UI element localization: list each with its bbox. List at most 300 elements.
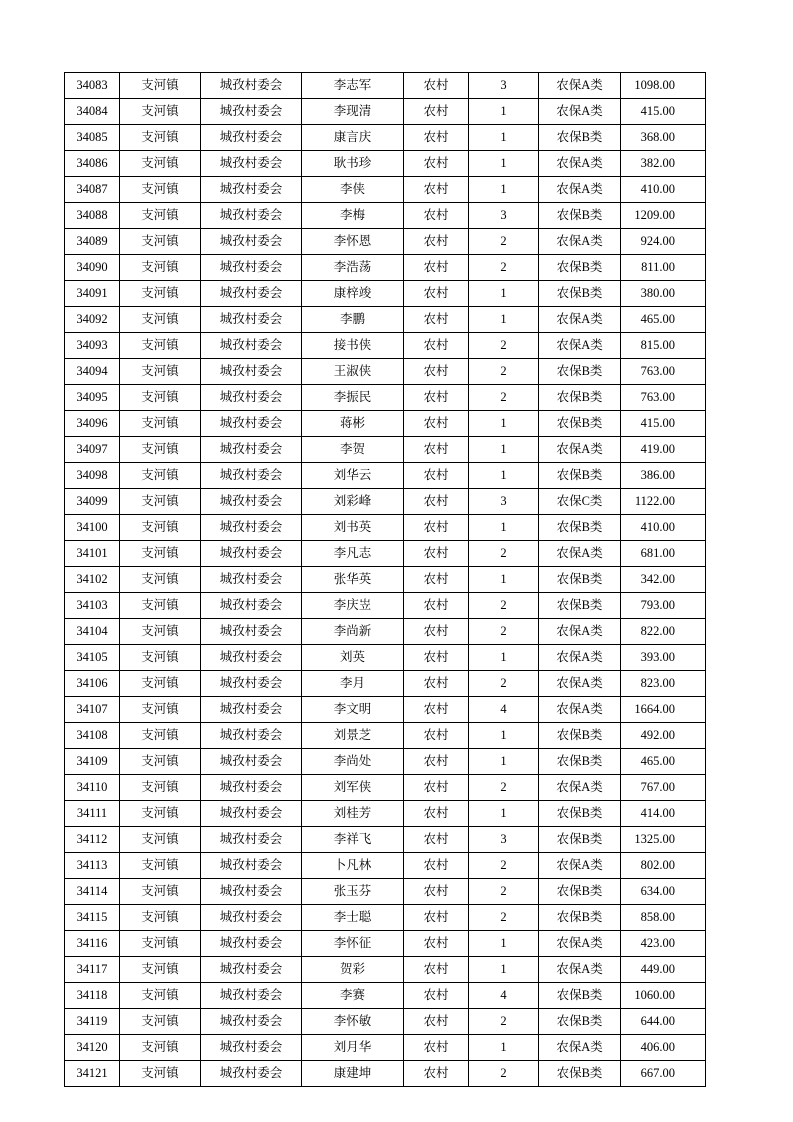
cell-insurance_class: 农保A类	[539, 73, 621, 99]
cell-residence: 农村	[404, 1061, 469, 1087]
table-row	[65, 775, 706, 801]
cell-village: 城孜村委会	[201, 619, 302, 645]
cell-count: 1	[469, 125, 539, 151]
cell-village: 城孜村委会	[201, 1035, 302, 1061]
cell-residence: 农村	[404, 1035, 469, 1061]
cell-residence: 农村	[404, 177, 469, 203]
cell-count: 2	[469, 905, 539, 931]
cell-id: 34084	[65, 99, 120, 125]
cell-village: 城孜村委会	[201, 99, 302, 125]
table-row	[65, 593, 706, 619]
table-row	[65, 489, 706, 515]
cell-residence: 农村	[404, 515, 469, 541]
cell-id: 34091	[65, 281, 120, 307]
cell-name: 李振民	[302, 385, 404, 411]
cell-count: 2	[469, 385, 539, 411]
cell-amount: 419.00	[621, 437, 706, 463]
cell-residence: 农村	[404, 281, 469, 307]
cell-insurance_class: 农保A类	[539, 437, 621, 463]
cell-town: 支河镇	[120, 827, 201, 853]
cell-name: 刘彩峰	[302, 489, 404, 515]
cell-count: 3	[469, 827, 539, 853]
cell-name: 接书侠	[302, 333, 404, 359]
cell-amount: 465.00	[621, 307, 706, 333]
cell-name: 李怀恩	[302, 229, 404, 255]
cell-count: 2	[469, 255, 539, 281]
cell-count: 2	[469, 853, 539, 879]
cell-name: 李志军	[302, 73, 404, 99]
cell-name: 李尚处	[302, 749, 404, 775]
cell-insurance_class: 农保A类	[539, 307, 621, 333]
cell-town: 支河镇	[120, 411, 201, 437]
table-row	[65, 73, 706, 99]
cell-village: 城孜村委会	[201, 515, 302, 541]
cell-residence: 农村	[404, 931, 469, 957]
cell-residence: 农村	[404, 697, 469, 723]
table-row	[65, 307, 706, 333]
cell-residence: 农村	[404, 229, 469, 255]
cell-village: 城孜村委会	[201, 645, 302, 671]
cell-id: 34100	[65, 515, 120, 541]
cell-residence: 农村	[404, 1009, 469, 1035]
cell-id: 34103	[65, 593, 120, 619]
cell-amount: 681.00	[621, 541, 706, 567]
table-row	[65, 905, 706, 931]
cell-insurance_class: 农保B类	[539, 125, 621, 151]
cell-insurance_class: 农保B类	[539, 983, 621, 1009]
cell-name: 刘月华	[302, 1035, 404, 1061]
cell-name: 李赛	[302, 983, 404, 1009]
cell-name: 李侠	[302, 177, 404, 203]
cell-id: 34104	[65, 619, 120, 645]
cell-town: 支河镇	[120, 645, 201, 671]
table-body	[65, 73, 706, 1087]
cell-amount: 382.00	[621, 151, 706, 177]
cell-id: 34105	[65, 645, 120, 671]
table-row	[65, 437, 706, 463]
cell-count: 2	[469, 879, 539, 905]
cell-id: 34109	[65, 749, 120, 775]
cell-count: 2	[469, 1009, 539, 1035]
cell-insurance_class: 农保A类	[539, 1035, 621, 1061]
cell-insurance_class: 农保B类	[539, 1009, 621, 1035]
table-row	[65, 177, 706, 203]
cell-village: 城孜村委会	[201, 541, 302, 567]
cell-amount: 1664.00	[621, 697, 706, 723]
cell-amount: 644.00	[621, 1009, 706, 1035]
cell-count: 2	[469, 333, 539, 359]
cell-amount: 763.00	[621, 359, 706, 385]
cell-id: 34089	[65, 229, 120, 255]
table-row	[65, 515, 706, 541]
cell-insurance_class: 农保A类	[539, 99, 621, 125]
cell-insurance_class: 农保B类	[539, 385, 621, 411]
cell-village: 城孜村委会	[201, 463, 302, 489]
cell-residence: 农村	[404, 749, 469, 775]
cell-amount: 634.00	[621, 879, 706, 905]
cell-village: 城孜村委会	[201, 151, 302, 177]
cell-id: 34097	[65, 437, 120, 463]
cell-count: 2	[469, 541, 539, 567]
cell-amount: 410.00	[621, 515, 706, 541]
cell-village: 城孜村委会	[201, 411, 302, 437]
table-row	[65, 645, 706, 671]
cell-count: 4	[469, 983, 539, 1009]
table-row	[65, 1035, 706, 1061]
cell-village: 城孜村委会	[201, 1009, 302, 1035]
cell-residence: 农村	[404, 567, 469, 593]
cell-name: 耿书珍	[302, 151, 404, 177]
cell-residence: 农村	[404, 541, 469, 567]
cell-village: 城孜村委会	[201, 385, 302, 411]
cell-count: 1	[469, 957, 539, 983]
cell-count: 1	[469, 463, 539, 489]
cell-town: 支河镇	[120, 905, 201, 931]
table-row	[65, 99, 706, 125]
cell-amount: 1209.00	[621, 203, 706, 229]
cell-id: 34115	[65, 905, 120, 931]
table-row	[65, 359, 706, 385]
cell-residence: 农村	[404, 125, 469, 151]
cell-id: 34096	[65, 411, 120, 437]
cell-village: 城孜村委会	[201, 983, 302, 1009]
cell-residence: 农村	[404, 333, 469, 359]
cell-amount: 410.00	[621, 177, 706, 203]
cell-insurance_class: 农保B类	[539, 203, 621, 229]
table-row	[65, 333, 706, 359]
cell-town: 支河镇	[120, 73, 201, 99]
cell-name: 康梓竣	[302, 281, 404, 307]
cell-name: 刘桂芳	[302, 801, 404, 827]
cell-residence: 农村	[404, 645, 469, 671]
cell-count: 1	[469, 931, 539, 957]
cell-insurance_class: 农保B类	[539, 593, 621, 619]
cell-village: 城孜村委会	[201, 853, 302, 879]
cell-count: 2	[469, 359, 539, 385]
cell-residence: 农村	[404, 983, 469, 1009]
cell-village: 城孜村委会	[201, 567, 302, 593]
cell-village: 城孜村委会	[201, 489, 302, 515]
cell-residence: 农村	[404, 385, 469, 411]
cell-village: 城孜村委会	[201, 801, 302, 827]
cell-town: 支河镇	[120, 229, 201, 255]
cell-count: 1	[469, 1035, 539, 1061]
cell-count: 1	[469, 749, 539, 775]
table-row	[65, 1009, 706, 1035]
cell-town: 支河镇	[120, 333, 201, 359]
table-row	[65, 255, 706, 281]
cell-name: 李怀敏	[302, 1009, 404, 1035]
cell-insurance_class: 农保B类	[539, 905, 621, 931]
cell-town: 支河镇	[120, 957, 201, 983]
cell-id: 34112	[65, 827, 120, 853]
cell-count: 2	[469, 1061, 539, 1087]
cell-town: 支河镇	[120, 359, 201, 385]
cell-count: 1	[469, 177, 539, 203]
cell-town: 支河镇	[120, 1035, 201, 1061]
cell-residence: 农村	[404, 437, 469, 463]
cell-name: 刘书英	[302, 515, 404, 541]
cell-town: 支河镇	[120, 99, 201, 125]
cell-name: 刘军侠	[302, 775, 404, 801]
cell-id: 34106	[65, 671, 120, 697]
cell-insurance_class: 农保B类	[539, 827, 621, 853]
cell-id: 34102	[65, 567, 120, 593]
cell-residence: 农村	[404, 853, 469, 879]
cell-insurance_class: 农保A类	[539, 333, 621, 359]
cell-count: 1	[469, 437, 539, 463]
cell-count: 2	[469, 229, 539, 255]
cell-count: 3	[469, 73, 539, 99]
cell-insurance_class: 农保A类	[539, 229, 621, 255]
table-row	[65, 697, 706, 723]
cell-town: 支河镇	[120, 619, 201, 645]
cell-town: 支河镇	[120, 723, 201, 749]
cell-residence: 农村	[404, 463, 469, 489]
cell-id: 34107	[65, 697, 120, 723]
cell-town: 支河镇	[120, 697, 201, 723]
cell-name: 张玉芬	[302, 879, 404, 905]
cell-residence: 农村	[404, 411, 469, 437]
cell-insurance_class: 农保B类	[539, 281, 621, 307]
cell-name: 李凡志	[302, 541, 404, 567]
table-row	[65, 671, 706, 697]
cell-insurance_class: 农保B类	[539, 801, 621, 827]
cell-count: 2	[469, 619, 539, 645]
cell-id: 34094	[65, 359, 120, 385]
cell-village: 城孜村委会	[201, 697, 302, 723]
cell-residence: 农村	[404, 619, 469, 645]
cell-count: 3	[469, 489, 539, 515]
cell-name: 李现清	[302, 99, 404, 125]
cell-village: 城孜村委会	[201, 723, 302, 749]
cell-count: 1	[469, 801, 539, 827]
cell-count: 1	[469, 645, 539, 671]
cell-id: 34087	[65, 177, 120, 203]
cell-insurance_class: 农保B类	[539, 463, 621, 489]
cell-amount: 823.00	[621, 671, 706, 697]
cell-residence: 农村	[404, 99, 469, 125]
table-row	[65, 931, 706, 957]
cell-count: 3	[469, 203, 539, 229]
cell-amount: 368.00	[621, 125, 706, 151]
cell-residence: 农村	[404, 723, 469, 749]
table-row	[65, 983, 706, 1009]
cell-town: 支河镇	[120, 125, 201, 151]
cell-amount: 793.00	[621, 593, 706, 619]
cell-insurance_class: 农保B类	[539, 411, 621, 437]
cell-count: 1	[469, 307, 539, 333]
cell-village: 城孜村委会	[201, 749, 302, 775]
cell-amount: 1325.00	[621, 827, 706, 853]
cell-name: 李月	[302, 671, 404, 697]
cell-town: 支河镇	[120, 1061, 201, 1087]
cell-town: 支河镇	[120, 671, 201, 697]
cell-amount: 815.00	[621, 333, 706, 359]
cell-count: 2	[469, 593, 539, 619]
cell-id: 34095	[65, 385, 120, 411]
cell-town: 支河镇	[120, 1009, 201, 1035]
cell-name: 贺彩	[302, 957, 404, 983]
cell-id: 34110	[65, 775, 120, 801]
cell-name: 康建坤	[302, 1061, 404, 1087]
cell-village: 城孜村委会	[201, 1061, 302, 1087]
cell-residence: 农村	[404, 593, 469, 619]
cell-town: 支河镇	[120, 983, 201, 1009]
cell-village: 城孜村委会	[201, 879, 302, 905]
cell-amount: 822.00	[621, 619, 706, 645]
cell-town: 支河镇	[120, 255, 201, 281]
cell-village: 城孜村委会	[201, 125, 302, 151]
table-row	[65, 879, 706, 905]
cell-residence: 农村	[404, 905, 469, 931]
cell-count: 1	[469, 151, 539, 177]
cell-id: 34093	[65, 333, 120, 359]
cell-id: 34090	[65, 255, 120, 281]
cell-village: 城孜村委会	[201, 177, 302, 203]
cell-amount: 767.00	[621, 775, 706, 801]
cell-id: 34083	[65, 73, 120, 99]
cell-name: 李怀征	[302, 931, 404, 957]
beneficiary-table	[64, 72, 706, 1087]
cell-id: 34119	[65, 1009, 120, 1035]
cell-id: 34099	[65, 489, 120, 515]
cell-village: 城孜村委会	[201, 957, 302, 983]
cell-insurance_class: 农保A类	[539, 853, 621, 879]
cell-town: 支河镇	[120, 281, 201, 307]
cell-amount: 414.00	[621, 801, 706, 827]
cell-insurance_class: 农保B类	[539, 515, 621, 541]
cell-residence: 农村	[404, 879, 469, 905]
cell-residence: 农村	[404, 73, 469, 99]
cell-name: 李鹏	[302, 307, 404, 333]
cell-name: 刘景芝	[302, 723, 404, 749]
cell-name: 蒋彬	[302, 411, 404, 437]
table-row	[65, 151, 706, 177]
cell-town: 支河镇	[120, 593, 201, 619]
cell-amount: 423.00	[621, 931, 706, 957]
cell-village: 城孜村委会	[201, 73, 302, 99]
table-row	[65, 853, 706, 879]
cell-town: 支河镇	[120, 203, 201, 229]
cell-village: 城孜村委会	[201, 931, 302, 957]
table-row	[65, 957, 706, 983]
cell-insurance_class: 农保B类	[539, 567, 621, 593]
cell-amount: 380.00	[621, 281, 706, 307]
cell-amount: 667.00	[621, 1061, 706, 1087]
cell-town: 支河镇	[120, 515, 201, 541]
cell-insurance_class: 农保B类	[539, 359, 621, 385]
cell-village: 城孜村委会	[201, 827, 302, 853]
cell-town: 支河镇	[120, 541, 201, 567]
cell-name: 卜凡林	[302, 853, 404, 879]
cell-amount: 393.00	[621, 645, 706, 671]
cell-insurance_class: 农保A类	[539, 177, 621, 203]
cell-name: 李祥飞	[302, 827, 404, 853]
table-row	[65, 619, 706, 645]
cell-count: 2	[469, 671, 539, 697]
cell-town: 支河镇	[120, 151, 201, 177]
cell-amount: 415.00	[621, 411, 706, 437]
cell-id: 34101	[65, 541, 120, 567]
cell-insurance_class: 农保A类	[539, 619, 621, 645]
cell-amount: 415.00	[621, 99, 706, 125]
table-row	[65, 125, 706, 151]
cell-count: 1	[469, 515, 539, 541]
cell-name: 李文明	[302, 697, 404, 723]
cell-village: 城孜村委会	[201, 775, 302, 801]
cell-residence: 农村	[404, 957, 469, 983]
cell-insurance_class: 农保A类	[539, 775, 621, 801]
cell-name: 张华英	[302, 567, 404, 593]
cell-town: 支河镇	[120, 879, 201, 905]
cell-name: 刘英	[302, 645, 404, 671]
cell-amount: 1098.00	[621, 73, 706, 99]
cell-insurance_class: 农保A类	[539, 671, 621, 697]
cell-amount: 924.00	[621, 229, 706, 255]
cell-count: 1	[469, 281, 539, 307]
cell-village: 城孜村委会	[201, 203, 302, 229]
cell-amount: 858.00	[621, 905, 706, 931]
cell-count: 1	[469, 411, 539, 437]
table-row	[65, 281, 706, 307]
cell-count: 2	[469, 775, 539, 801]
table-row	[65, 541, 706, 567]
table-row	[65, 203, 706, 229]
cell-town: 支河镇	[120, 307, 201, 333]
cell-residence: 农村	[404, 255, 469, 281]
cell-id: 34120	[65, 1035, 120, 1061]
cell-amount: 386.00	[621, 463, 706, 489]
cell-town: 支河镇	[120, 385, 201, 411]
cell-village: 城孜村委会	[201, 437, 302, 463]
cell-residence: 农村	[404, 827, 469, 853]
cell-insurance_class: 农保A类	[539, 645, 621, 671]
cell-id: 34113	[65, 853, 120, 879]
cell-village: 城孜村委会	[201, 255, 302, 281]
cell-amount: 406.00	[621, 1035, 706, 1061]
cell-insurance_class: 农保A类	[539, 151, 621, 177]
cell-amount: 811.00	[621, 255, 706, 281]
cell-id: 34121	[65, 1061, 120, 1087]
cell-amount: 763.00	[621, 385, 706, 411]
cell-count: 1	[469, 99, 539, 125]
cell-residence: 农村	[404, 671, 469, 697]
cell-count: 1	[469, 723, 539, 749]
cell-name: 李贺	[302, 437, 404, 463]
cell-amount: 342.00	[621, 567, 706, 593]
cell-residence: 农村	[404, 151, 469, 177]
cell-id: 34117	[65, 957, 120, 983]
table-row	[65, 1061, 706, 1087]
cell-residence: 农村	[404, 489, 469, 515]
cell-town: 支河镇	[120, 749, 201, 775]
cell-amount: 449.00	[621, 957, 706, 983]
cell-count: 4	[469, 697, 539, 723]
cell-id: 34092	[65, 307, 120, 333]
cell-id: 34108	[65, 723, 120, 749]
table-row	[65, 411, 706, 437]
table-row	[65, 749, 706, 775]
table-row	[65, 229, 706, 255]
table-row	[65, 567, 706, 593]
cell-village: 城孜村委会	[201, 307, 302, 333]
cell-town: 支河镇	[120, 489, 201, 515]
cell-insurance_class: 农保A类	[539, 957, 621, 983]
cell-village: 城孜村委会	[201, 333, 302, 359]
cell-count: 1	[469, 567, 539, 593]
cell-amount: 465.00	[621, 749, 706, 775]
